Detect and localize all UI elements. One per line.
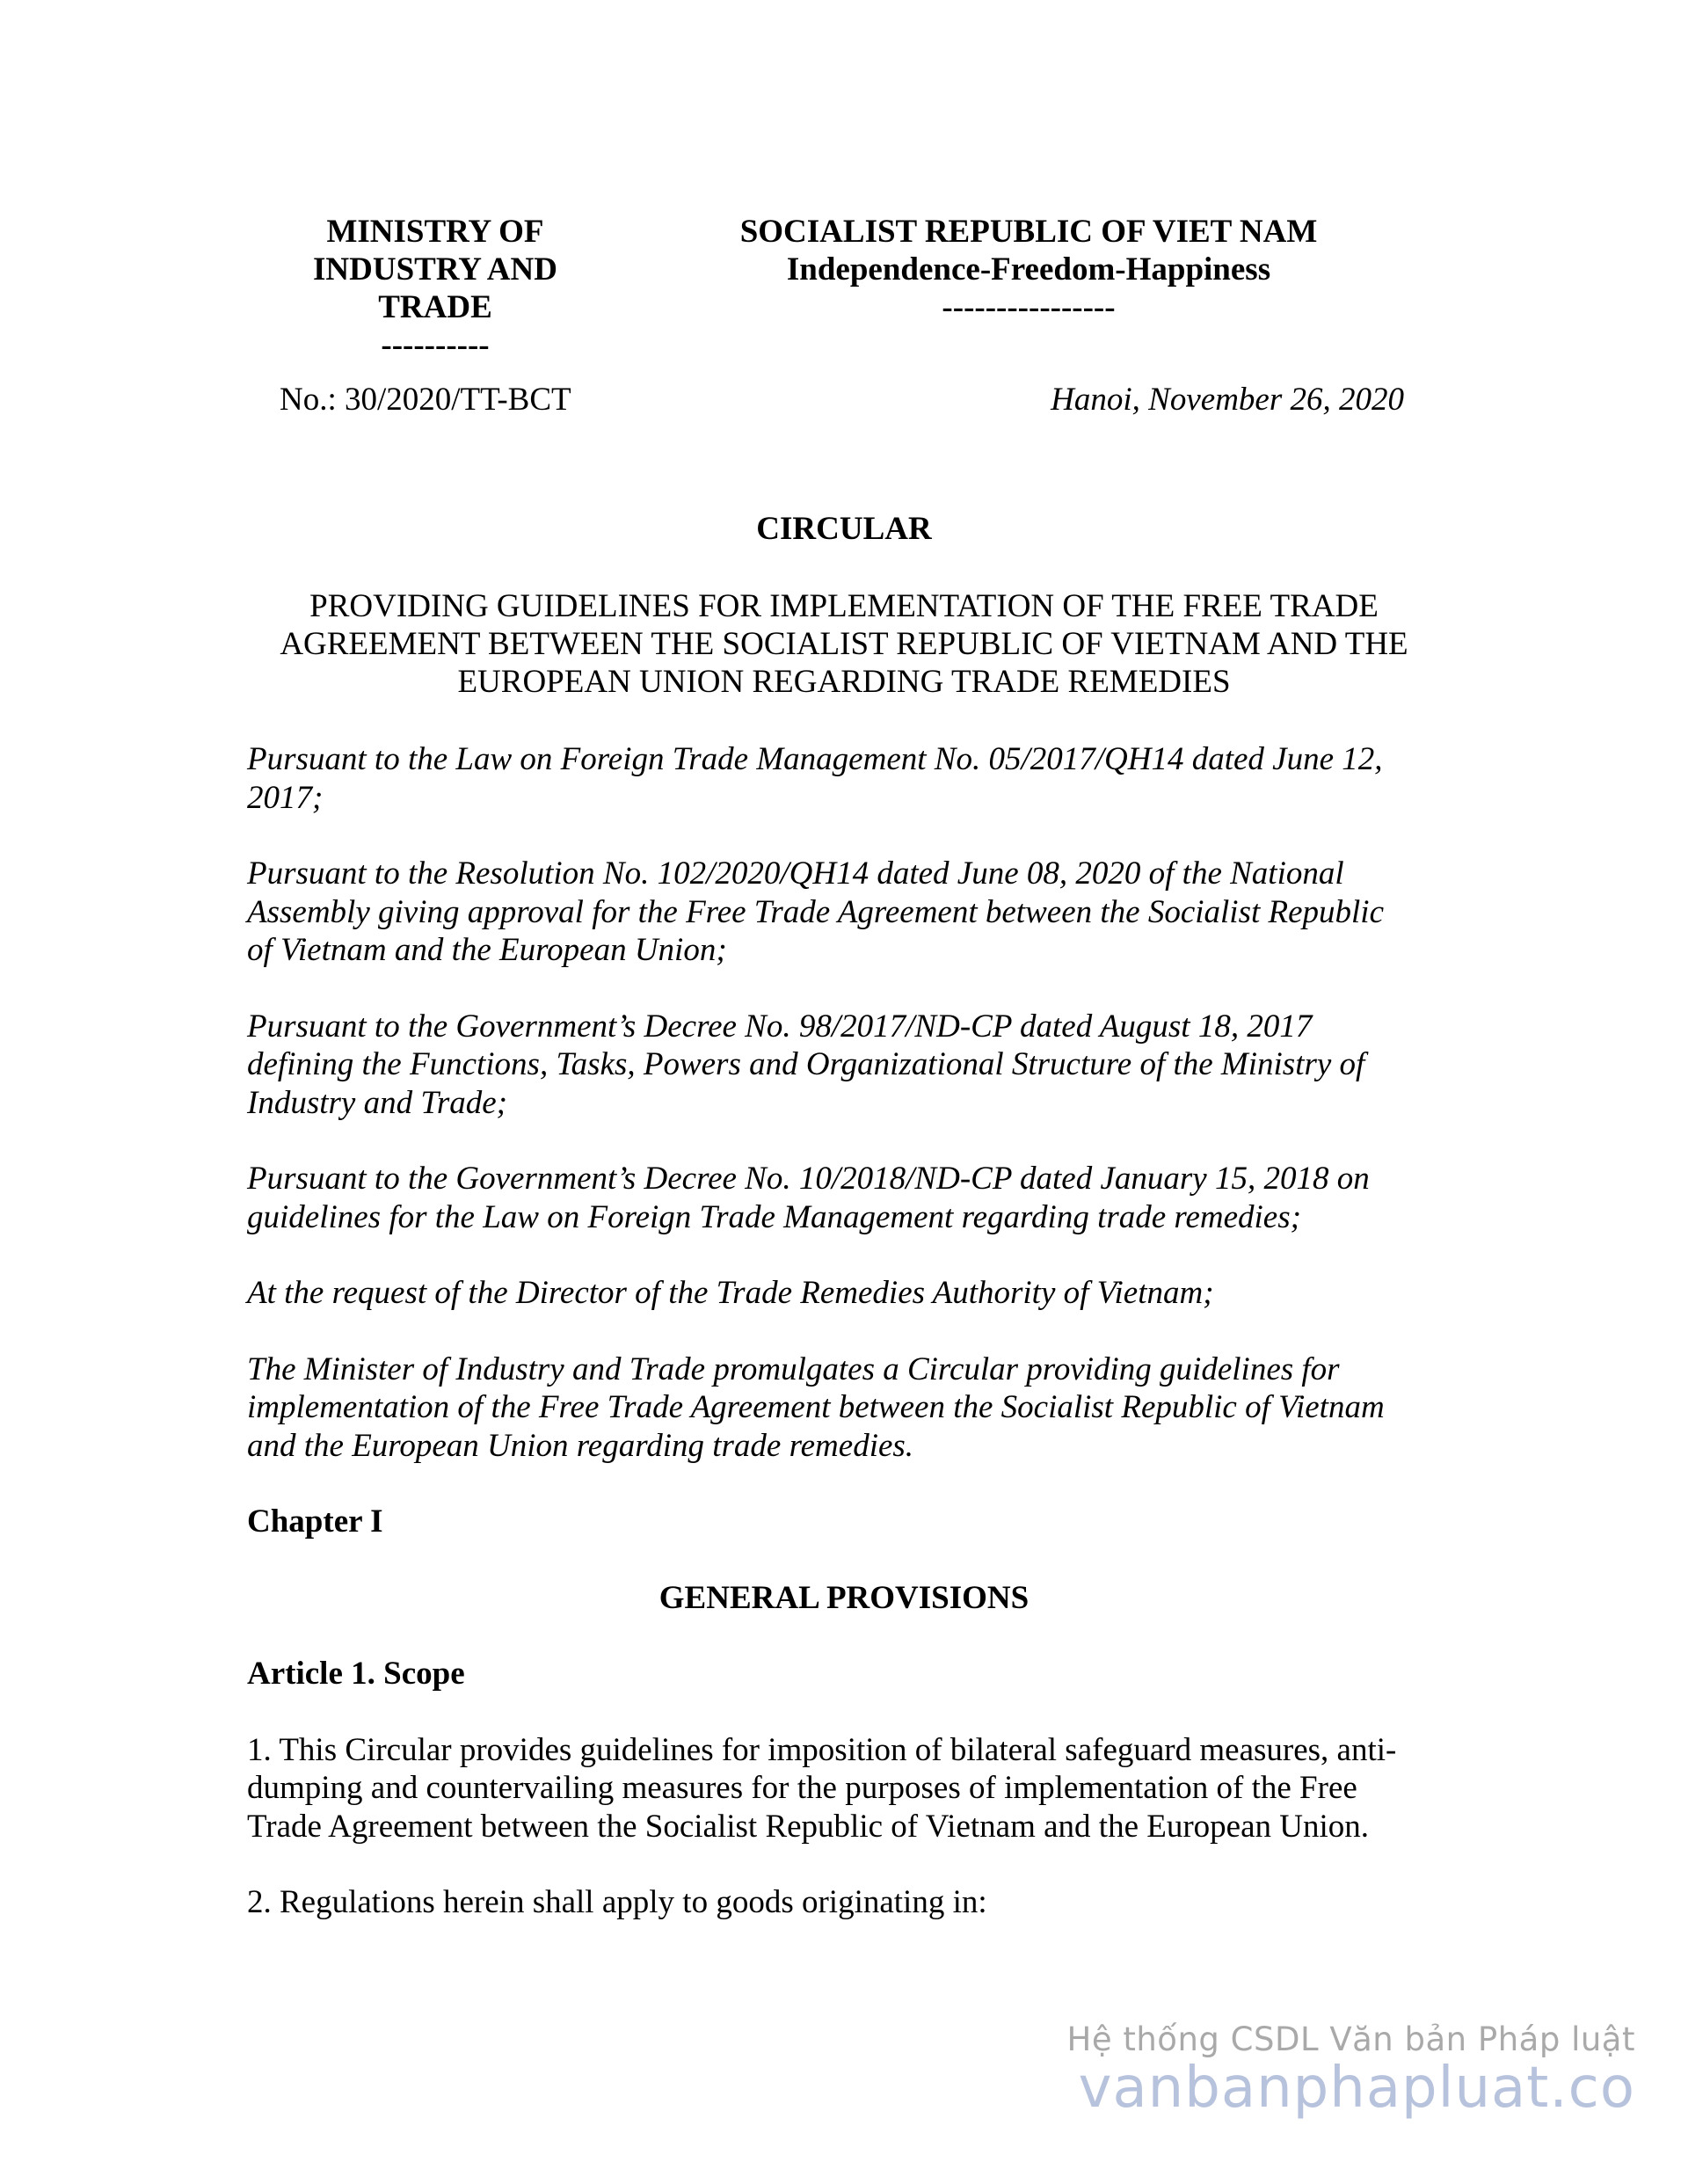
preamble-decree-10 [247, 1160, 1441, 1236]
preamble-promulgation [247, 1350, 1441, 1466]
text-line: of Vietnam and the European Union; [247, 932, 727, 968]
republic-divider: ---------------- [942, 289, 1116, 325]
subtitle-line: EUROPEAN UNION REGARDING TRADE REMEDIES [457, 664, 1231, 700]
document-title: CIRCULAR [756, 511, 932, 547]
republic-name: SOCIALIST REPUBLIC OF VIET NAM [739, 214, 1318, 250]
chapter-heading: Chapter I [247, 1503, 383, 1540]
text-line: 1. This Circular provides guidelines for imposition of bilateral safeguard measures, anti- [247, 1731, 1397, 1768]
place-and-date: Hanoi, November 26, 2020 [1051, 382, 1404, 418]
watermark-site-name: vanbanphapluat.co [1078, 2056, 1635, 2121]
ministry-line-2: INDUSTRY AND [313, 251, 557, 288]
ministry-divider: ---------- [381, 327, 490, 363]
text-line: 2. Regulations herein shall apply to goods originating in: [247, 1884, 987, 1920]
article-heading: Article 1. Scope [247, 1656, 465, 1692]
text-line: Pursuant to the Law on Foreign Trade Management No. 05/2017/QH14 dated June 12, [247, 741, 1383, 777]
text-line: guidelines for the Law on Foreign Trade Management regarding trade remedies; [247, 1198, 1301, 1235]
watermark-caption: Hệ thống CSDL Văn bản Pháp luật [1066, 2020, 1635, 2058]
preamble-request [247, 1274, 1441, 1313]
subtitle-line: AGREEMENT BETWEEN THE SOCIALIST REPUBLIC OF VIETNAM AND THE [280, 626, 1408, 662]
subtitle-line: PROVIDING GUIDELINES FOR IMPLEMENTATION OF THE FREE TRADE [309, 588, 1379, 624]
text-line: Industry and Trade; [247, 1084, 507, 1121]
document-number: No.: 30/2020/TT-BCT [280, 382, 571, 418]
clause-2 [247, 1883, 1441, 1922]
document-subtitle [247, 587, 1441, 701]
text-line: Pursuant to the Government’s Decree No. 10/2018/ND-CP dated January 15, 2018 on [247, 1161, 1370, 1197]
text-line: 2017; [247, 779, 324, 816]
text-line: dumping and countervailing measures for the purposes of implementation of the Free [247, 1770, 1357, 1806]
text-line: The Minister of Industry and Trade promulgates a Circular providing guidelines for [247, 1350, 1340, 1387]
text-line: Assembly giving approval for the Free Trade Agreement between the Socialist Republic [247, 893, 1385, 930]
preamble-law [247, 740, 1441, 817]
document-body [247, 510, 1441, 1960]
national-title [695, 213, 1363, 326]
text-line: defining the Functions, Tasks, Powers and Organizational Structure of the Ministry of [247, 1046, 1365, 1082]
text-line: At the request of the Director of the Trade Remedies Authority of Vietnam; [247, 1275, 1214, 1311]
clause-1 [247, 1731, 1441, 1846]
issuing-authority [264, 213, 607, 364]
text-line: Pursuant to the Resolution No. 102/2020/QH14 dated June 08, 2020 of the National [247, 855, 1344, 892]
national-motto: Independence-Freedom-Happiness [786, 251, 1271, 288]
chapter-title: GENERAL PROVISIONS [658, 1579, 1030, 1616]
text-line: Trade Agreement between the Socialist Republic of Vietnam and the European Union. [247, 1808, 1370, 1845]
text-line: Pursuant to the Government’s Decree No. 98/2017/ND-CP dated August 18, 2017 [247, 1008, 1313, 1045]
preamble-resolution [247, 855, 1441, 970]
ministry-line-1: MINISTRY OF [326, 214, 544, 250]
text-line: implementation of the Free Trade Agreement between the Socialist Republic of Vietnam [247, 1389, 1385, 1425]
ministry-line-3: TRADE [378, 289, 492, 325]
preamble-decree-98 [247, 1008, 1441, 1123]
text-line: and the European Union regarding trade remedies. [247, 1427, 914, 1464]
